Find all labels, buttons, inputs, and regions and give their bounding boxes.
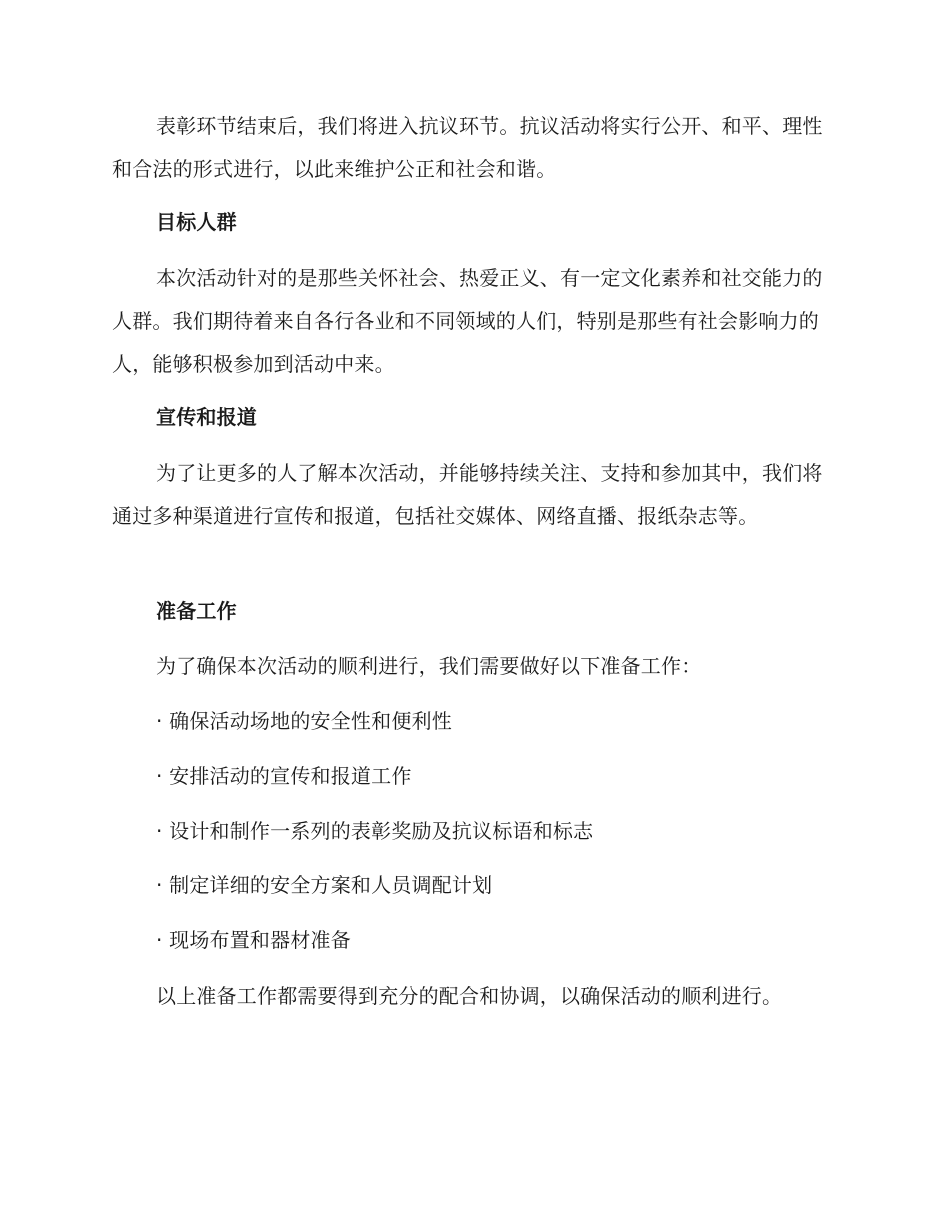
preparation-bullet-item: · 设计和制作一系列的表彰奖励及抗议标语和标志 (156, 819, 594, 843)
preparation-intro: 为了确保本次活动的顺利进行，我们需要做好以下准备工作： (156, 654, 702, 678)
section-heading-publicity: 宣传和报道 (156, 405, 257, 429)
intro-paragraph: 表彰环节结束后，我们将进入抗议环节。抗议活动将实行公开、和平、理性和合法的形式进行，以此来维护公正和社会和谐。 (112, 114, 823, 181)
preparation-bullet-item: · 安排活动的宣传和报道工作 (156, 764, 412, 788)
section-heading-preparation: 准备工作 (156, 599, 237, 623)
publicity-paragraph: 为了让更多的人了解本次活动，并能够持续关注、支持和参加其中，我们将通过多种渠道进行宣传和报道，包括社交媒体、网络直播、报纸杂志等。 (112, 461, 823, 528)
preparation-bullet-item: · 现场布置和器材准备 (156, 928, 351, 952)
preparation-bullet-item: · 确保活动场地的安全性和便利性 (156, 709, 452, 733)
preparation-conclusion: 以上准备工作都需要得到充分的配合和协调，以确保活动的顺利进行。 (156, 984, 783, 1008)
section-heading-target-audience: 目标人群 (156, 210, 237, 234)
target-audience-paragraph: 本次活动针对的是那些关怀社会、热爱正义、有一定文化素养和社交能力的人群。我们期待着来自各行各业和不同领域的人们，特别是那些有社会影响力的人，能够积极参加到活动中来。 (112, 266, 823, 376)
preparation-bullet-item: · 制定详细的安全方案和人员调配计划 (156, 873, 493, 897)
